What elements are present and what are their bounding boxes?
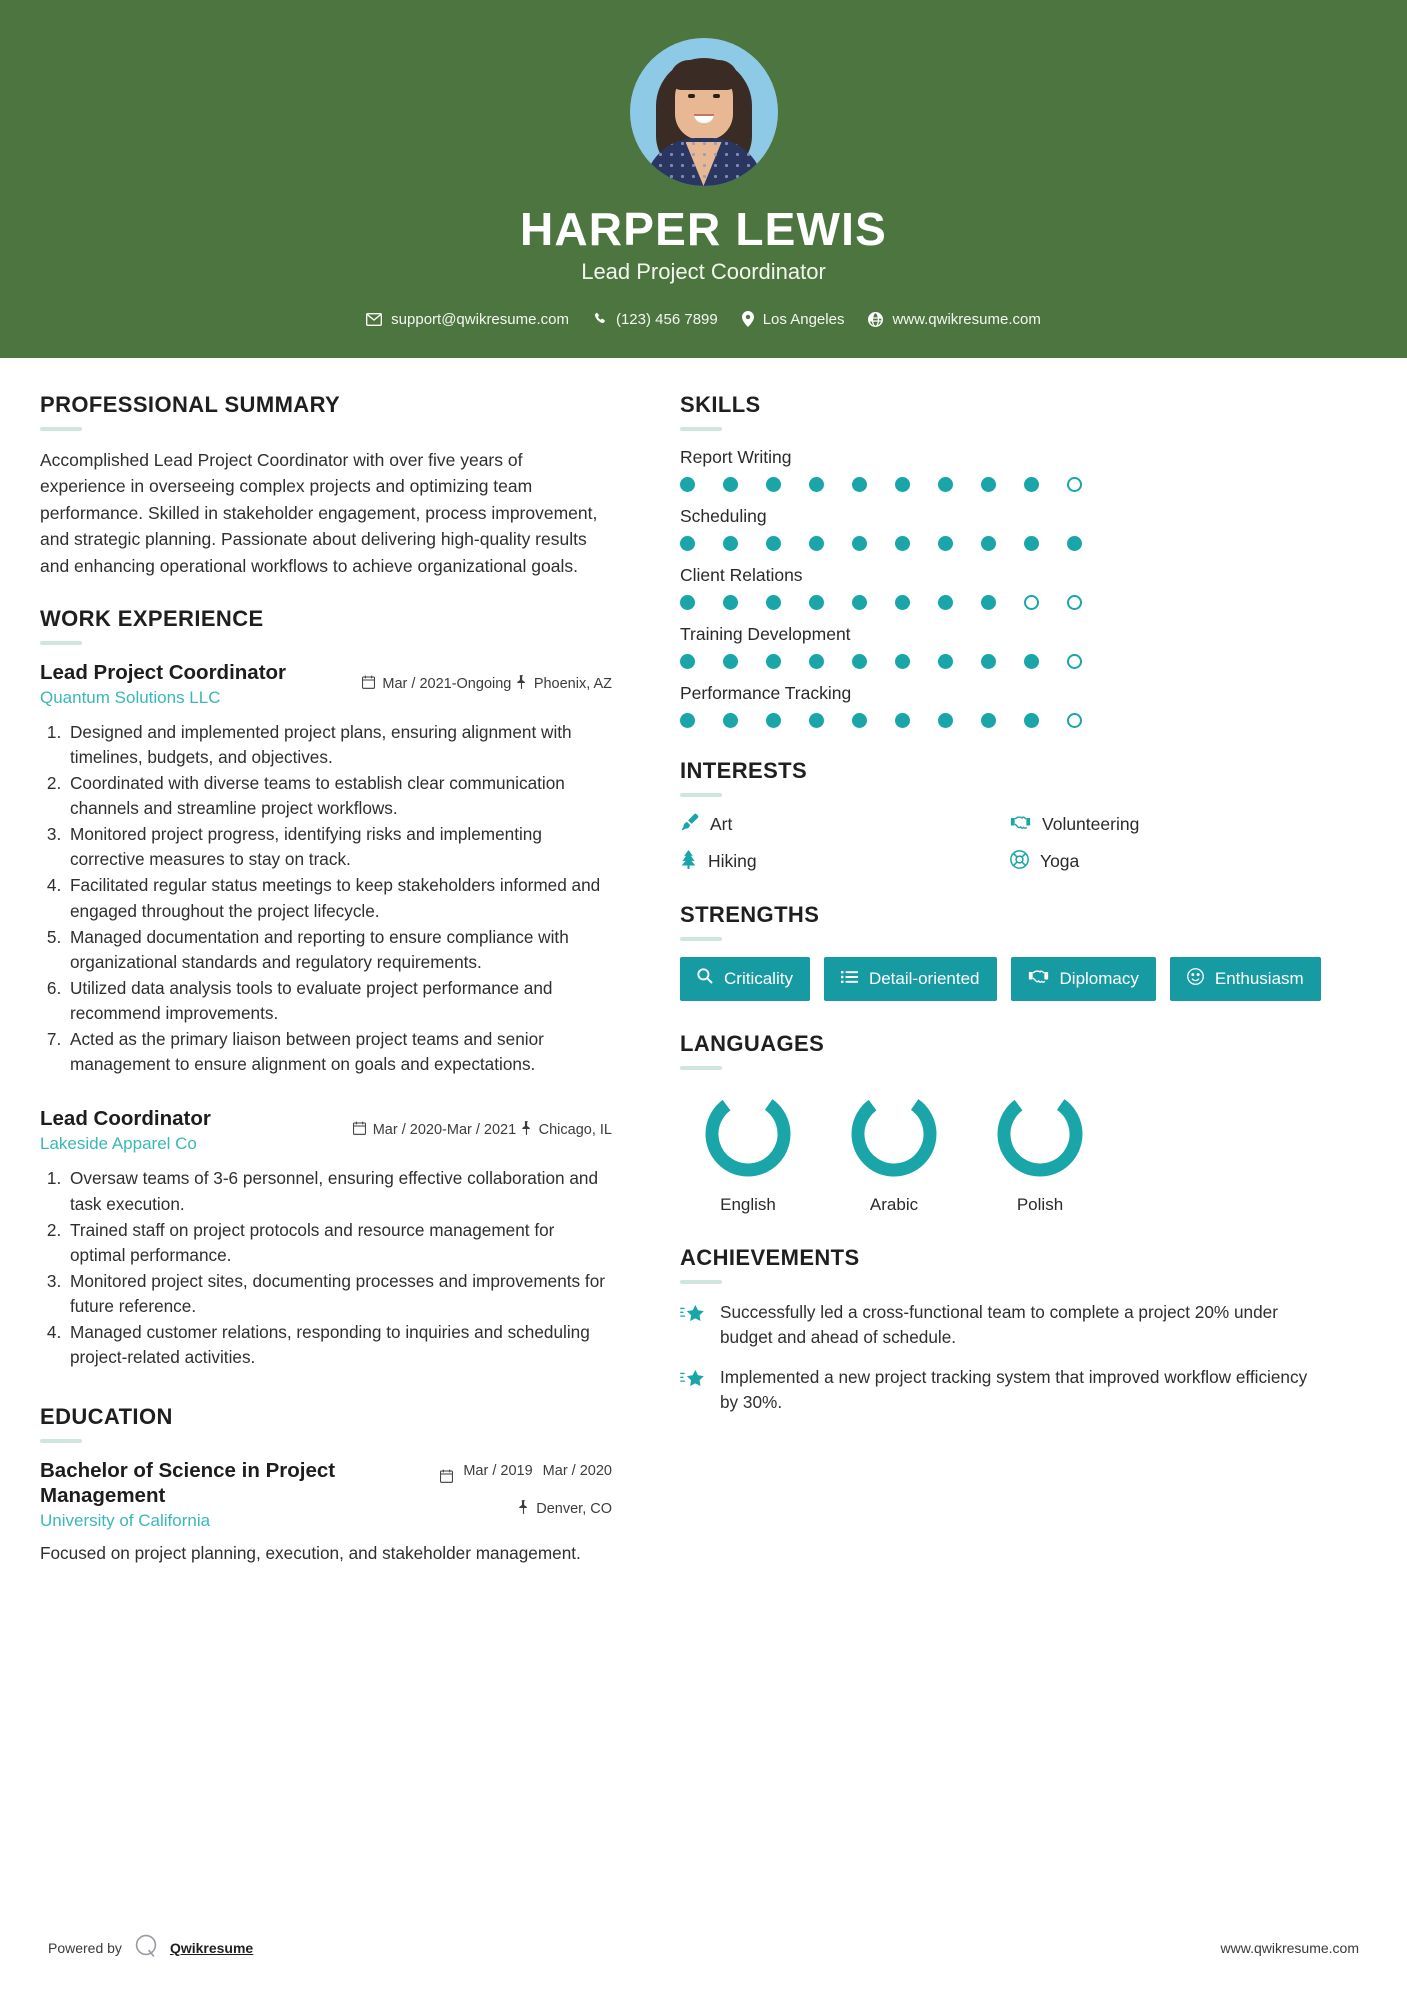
work-dates-text: Mar / 2021-Ongoing (382, 675, 512, 692)
work-bullet: 2. Coordinated with diverse teams to establish clear communication channels and streamline project workflows. (66, 771, 612, 821)
work-bullet: 3. Monitored project progress, identifying risks and implementing corrective measures to stay on track. (66, 822, 612, 872)
summary-text: Accomplished Lead Project Coordinator with over five years of experience in overseeing complex projects and optimizing team performance. Skilled in stakeholder engagement, process improvement, and strategic planning. Passionate about delivering high-quality results and enhancing operational workflows to achieve organizational goals. (40, 449, 598, 576)
section-title: PROFESSIONAL SUMMARY (40, 391, 341, 417)
skill-dot-filled (895, 477, 910, 492)
section-work-experience (40, 606, 612, 1371)
skill-dot-filled (723, 477, 738, 492)
interest-label: Yoga (1040, 851, 1080, 872)
skill-dot-cell (981, 477, 1024, 492)
calendar-icon (362, 675, 375, 693)
education-degree: Bachelor of Science in Project Management (40, 1459, 336, 1507)
work-dates (353, 1121, 516, 1139)
skill-dot-cell (766, 477, 809, 492)
skill-dot-cell (895, 713, 938, 728)
avatar (630, 38, 778, 186)
section-title: LANGUAGES (680, 1030, 825, 1056)
section-interests (680, 758, 1330, 874)
calendar-icon (353, 1121, 366, 1139)
skill-item (680, 624, 1330, 669)
skill-dot-filled (766, 654, 781, 669)
language-item (972, 1086, 1108, 1215)
interest-label: Hiking (708, 851, 757, 872)
skill-dot-filled (852, 477, 867, 492)
handshake-icon (1028, 968, 1049, 990)
skill-dot-filled (895, 595, 910, 610)
skill-dot-empty (1024, 595, 1039, 610)
search-icon (697, 968, 713, 989)
avatar-fringe (670, 60, 738, 90)
work-bullet: 2. Trained staff on project protocols and resource management for optimal performance. (66, 1218, 612, 1268)
skill-dot-filled (981, 477, 996, 492)
language-item (680, 1086, 816, 1215)
language-progress-ring (846, 1086, 942, 1182)
skill-dot-filled (766, 536, 781, 551)
skill-dot-filled (723, 713, 738, 728)
language-label: English (720, 1194, 776, 1214)
skill-dot-cell (1067, 536, 1110, 551)
work-job-title: Lead Coordinator (40, 1107, 211, 1131)
skill-dot-cell (852, 536, 895, 551)
section-title: STRENGTHS (680, 901, 820, 927)
skill-dot-filled (680, 536, 695, 551)
strength-enthusiasm[interactable] (1170, 957, 1321, 1001)
section-title: WORK EXPERIENCE (40, 605, 264, 631)
skill-dot-cell (680, 654, 723, 669)
skill-label: Scheduling (680, 505, 767, 526)
skill-dot-cell (1024, 595, 1067, 610)
skill-dot-cell (680, 536, 723, 551)
skill-dot-cell (809, 595, 852, 610)
star-icon (680, 1300, 706, 1330)
tree-icon (680, 850, 697, 874)
avatar-eye-right (713, 94, 720, 98)
skill-dot-filled (680, 654, 695, 669)
language-progress-ring (992, 1086, 1088, 1182)
education-location (518, 1500, 612, 1518)
skill-dot-cell (981, 713, 1024, 728)
work-bullets (40, 720, 612, 1078)
language-progress-ring (700, 1086, 796, 1182)
skill-dot-cell (766, 536, 809, 551)
skill-dot-cell (680, 713, 723, 728)
skill-dot-filled (938, 713, 953, 728)
work-dates-text: Mar / 2020-Mar / 2021 (372, 1122, 517, 1139)
work-bullet: 5. Managed documentation and reporting to ensure compliance with organizational standards and regulatory requirements. (66, 925, 612, 975)
strength-diplomacy[interactable] (1011, 957, 1156, 1001)
skill-dot-cell (1024, 654, 1067, 669)
skill-dot-cell (895, 536, 938, 551)
skill-dot-cell (1067, 654, 1110, 669)
skill-dot-filled (981, 713, 996, 728)
interest-label: Art (710, 814, 733, 835)
skill-dot-cell (1024, 713, 1067, 728)
skill-dot-cell (981, 595, 1024, 610)
skill-dot-filled (1024, 713, 1039, 728)
skill-dot-filled (981, 654, 996, 669)
footer (0, 1933, 1407, 1990)
skill-rating (680, 536, 1330, 551)
skill-dot-cell (895, 654, 938, 669)
globe-icon (868, 312, 883, 327)
pin-icon (518, 1500, 529, 1518)
skill-dot-empty (1067, 654, 1082, 669)
skill-dot-filled (938, 536, 953, 551)
contact-bar (0, 311, 1407, 328)
section-skills (680, 392, 1330, 728)
smiley-icon (1187, 968, 1204, 990)
contact-website-text: www.qwikresume.com (892, 310, 1041, 328)
education-note: Focused on project planning, execution, and stakeholder management. (40, 1542, 581, 1563)
achievement-item (680, 1365, 1330, 1415)
contact-website[interactable] (861, 311, 1047, 328)
work-location (521, 1121, 612, 1139)
achievement-text: Successfully led a cross-functional team to complete a project 20% under budget and ahead of schedule. (720, 1301, 1278, 1347)
strength-label: Diplomacy (1059, 968, 1139, 988)
section-education (40, 1404, 612, 1565)
work-bullet: 3. Monitored project sites, documenting processes and improvements for future reference. (66, 1269, 612, 1319)
skill-item (680, 447, 1330, 492)
section-title: SKILLS (680, 391, 761, 417)
skill-dot-cell (1024, 536, 1067, 551)
strength-label: Enthusiasm (1214, 968, 1304, 988)
resume-body (0, 358, 1407, 1933)
skill-dot-cell (852, 713, 895, 728)
skill-dot-cell (938, 536, 981, 551)
skill-dot-cell (680, 595, 723, 610)
skill-dot-cell (938, 654, 981, 669)
lifebuoy-icon (1010, 850, 1029, 874)
skill-dot-cell (723, 595, 766, 610)
skill-dot-cell (938, 595, 981, 610)
skill-dot-filled (809, 595, 824, 610)
skill-dot-cell (723, 477, 766, 492)
work-bullet: 1. Designed and implemented project plans, ensuring alignment with timelines, budgets, and objectives. (66, 720, 612, 770)
skill-dot-cell (723, 536, 766, 551)
qwikresume-logo-icon (133, 1933, 159, 1962)
skill-dot-filled (766, 595, 781, 610)
skill-dot-cell (938, 713, 981, 728)
skill-dot-filled (1024, 477, 1039, 492)
skill-dot-filled (895, 713, 910, 728)
envelope-icon (366, 313, 382, 326)
work-company[interactable]: Quantum Solutions LLC (40, 687, 221, 707)
work-job-title: Lead Project Coordinator (40, 660, 287, 684)
pin-icon (521, 1121, 532, 1139)
skill-dot-filled (852, 654, 867, 669)
skill-dot-empty (1067, 713, 1082, 728)
calendar-icon (440, 1463, 453, 1488)
skill-dot-filled (852, 595, 867, 610)
education-entry (40, 1459, 612, 1565)
skill-dot-filled (723, 654, 738, 669)
skill-dot-filled (938, 654, 953, 669)
skills-list (680, 447, 1330, 728)
skill-dot-cell (809, 477, 852, 492)
handshake-icon (1010, 814, 1031, 836)
paintbrush-icon (680, 813, 699, 837)
skill-dot-cell (766, 713, 809, 728)
skill-dot-filled (1024, 536, 1039, 551)
skill-dot-cell (938, 477, 981, 492)
skill-dot-filled (1024, 654, 1039, 669)
skill-item (680, 683, 1330, 728)
skill-item (680, 506, 1330, 551)
skill-dot-filled (981, 536, 996, 551)
interest-item (1010, 850, 1330, 874)
work-bullet: 6. Utilized data analysis tools to evaluate project performance and recommend improvements. (66, 976, 612, 1026)
education-location-text: Denver, CO (536, 1501, 612, 1518)
strengths-list (680, 957, 1330, 1001)
section-languages (680, 1031, 1330, 1215)
skill-rating (680, 654, 1330, 669)
star-icon (680, 1365, 706, 1395)
work-location-text: Chicago, IL (538, 1122, 612, 1139)
skill-label: Client Relations (680, 564, 803, 585)
achievement-text: Implemented a new project tracking system that improved workflow efficiency by 30%. (720, 1367, 1308, 1413)
qwikresume-link[interactable]: Qwikresume (169, 1939, 254, 1956)
skill-dot-cell (852, 477, 895, 492)
skill-dot-filled (723, 595, 738, 610)
page-title: HARPER LEWIS (519, 203, 888, 255)
skill-dot-filled (809, 713, 824, 728)
section-rule (40, 1439, 82, 1443)
section-rule (680, 1280, 722, 1284)
skill-dot-cell (680, 477, 723, 492)
skill-dot-cell (895, 477, 938, 492)
job-title: Lead Project Coordinator (581, 258, 826, 284)
section-title: ACHIEVEMENTS (680, 1244, 860, 1270)
skill-dot-filled (809, 654, 824, 669)
footer-url[interactable]: www.qwikresume.com (1220, 1939, 1359, 1956)
achievement-item (680, 1300, 1330, 1350)
strength-detail-oriented[interactable] (824, 957, 997, 1001)
language-label: Arabic (869, 1194, 919, 1214)
section-rule (680, 1066, 722, 1070)
section-title: EDUCATION (40, 1404, 173, 1430)
interests-grid (680, 813, 1330, 874)
skill-dot-filled (981, 595, 996, 610)
strength-label: Detail-oriented (868, 968, 980, 988)
skill-dot-cell (852, 654, 895, 669)
interest-item (680, 813, 1000, 837)
skill-dot-filled (809, 536, 824, 551)
skill-dot-filled (766, 713, 781, 728)
skill-dot-filled (723, 536, 738, 551)
skill-dot-filled (809, 477, 824, 492)
interest-item (680, 850, 1000, 874)
section-rule (40, 427, 82, 431)
section-rule (40, 641, 82, 645)
skill-dot-filled (895, 536, 910, 551)
skill-label: Report Writing (680, 446, 792, 467)
skill-dot-filled (852, 713, 867, 728)
education-school[interactable]: University of California (40, 1510, 211, 1530)
work-dates (362, 675, 511, 693)
skill-dot-cell (1067, 477, 1110, 492)
contact-phone[interactable] (586, 311, 725, 328)
skill-dot-cell (766, 595, 809, 610)
work-bullet: 1. Oversaw teams of 3-6 personnel, ensuring effective collaboration and task execution. (66, 1166, 612, 1216)
skill-dot-empty (1067, 477, 1082, 492)
powered-by-label: Powered by (48, 1939, 122, 1956)
skill-dot-cell (809, 713, 852, 728)
skill-dot-cell (809, 536, 852, 551)
skill-dot-empty (1067, 595, 1082, 610)
skill-dot-filled (852, 536, 867, 551)
left-column (40, 392, 640, 1933)
section-professional-summary (40, 392, 612, 580)
skill-dot-cell (1024, 477, 1067, 492)
skill-dot-filled (938, 477, 953, 492)
skill-dot-cell (723, 654, 766, 669)
section-title: INTERESTS (680, 757, 808, 783)
strength-label: Criticality (724, 968, 793, 988)
interest-item (1010, 813, 1330, 837)
contact-email-text: support@qwikresume.com (391, 310, 569, 328)
section-rule (680, 937, 722, 941)
education-dates (440, 1463, 612, 1488)
skill-dot-cell (766, 654, 809, 669)
skill-label: Performance Tracking (680, 682, 852, 703)
work-bullets (40, 1166, 612, 1370)
work-location (516, 675, 612, 693)
phone-icon (593, 312, 607, 326)
skill-dot-filled (766, 477, 781, 492)
language-label: Polish (1016, 1194, 1064, 1214)
work-bullet: 4. Facilitated regular status meetings to keep stakeholders informed and engaged throughout the project lifecycle. (66, 873, 612, 923)
skill-dot-filled (1067, 536, 1082, 551)
education-date-start: Mar / 2019 (463, 1463, 533, 1480)
contact-email[interactable] (359, 311, 576, 328)
skill-dot-cell (895, 595, 938, 610)
powered-by (48, 1933, 253, 1962)
contact-location-text: Los Angeles (762, 310, 845, 328)
section-strengths (680, 902, 1330, 1001)
work-location-text: Phoenix, AZ (533, 675, 612, 692)
skill-dot-cell (852, 595, 895, 610)
skill-label: Training Development (680, 623, 851, 644)
resume-header (0, 0, 1407, 358)
skill-dot-filled (938, 595, 953, 610)
contact-phone-text: (123) 456 7899 (615, 310, 718, 328)
work-entry (40, 661, 612, 1078)
list-icon (841, 969, 858, 989)
skill-item (680, 565, 1330, 610)
pin-icon (516, 675, 527, 693)
skill-dot-cell (981, 536, 1024, 551)
skill-dot-filled (680, 477, 695, 492)
languages-list (680, 1086, 1330, 1215)
section-rule (680, 793, 722, 797)
skill-dot-filled (680, 713, 695, 728)
section-rule (680, 427, 722, 431)
skill-rating (680, 713, 1330, 728)
avatar-eye-left (688, 94, 695, 98)
skill-dot-cell (1067, 595, 1110, 610)
skill-dot-cell (809, 654, 852, 669)
strength-criticality[interactable] (680, 957, 810, 1001)
language-item (826, 1086, 962, 1215)
interest-label: Volunteering (1042, 814, 1140, 835)
map-pin-icon (742, 311, 754, 327)
skill-dot-cell (1067, 713, 1110, 728)
right-column (640, 392, 1330, 1933)
work-bullet: 7. Acted as the primary liaison between project teams and senior management to ensure alignment on goals and expectations. (66, 1027, 612, 1077)
section-achievements (680, 1245, 1330, 1416)
education-date-end: Mar / 2020 (542, 1463, 612, 1480)
skill-dot-filled (895, 654, 910, 669)
work-bullet: 4. Managed customer relations, responding to inquiries and scheduling project-related activities. (66, 1320, 612, 1370)
skill-dot-filled (680, 595, 695, 610)
skill-dot-cell (723, 713, 766, 728)
skill-rating (680, 595, 1330, 610)
skill-rating (680, 477, 1330, 492)
contact-location[interactable] (735, 311, 852, 328)
work-company[interactable]: Lakeside Apparel Co (40, 1134, 197, 1154)
skill-dot-cell (981, 654, 1024, 669)
work-entry (40, 1107, 612, 1370)
